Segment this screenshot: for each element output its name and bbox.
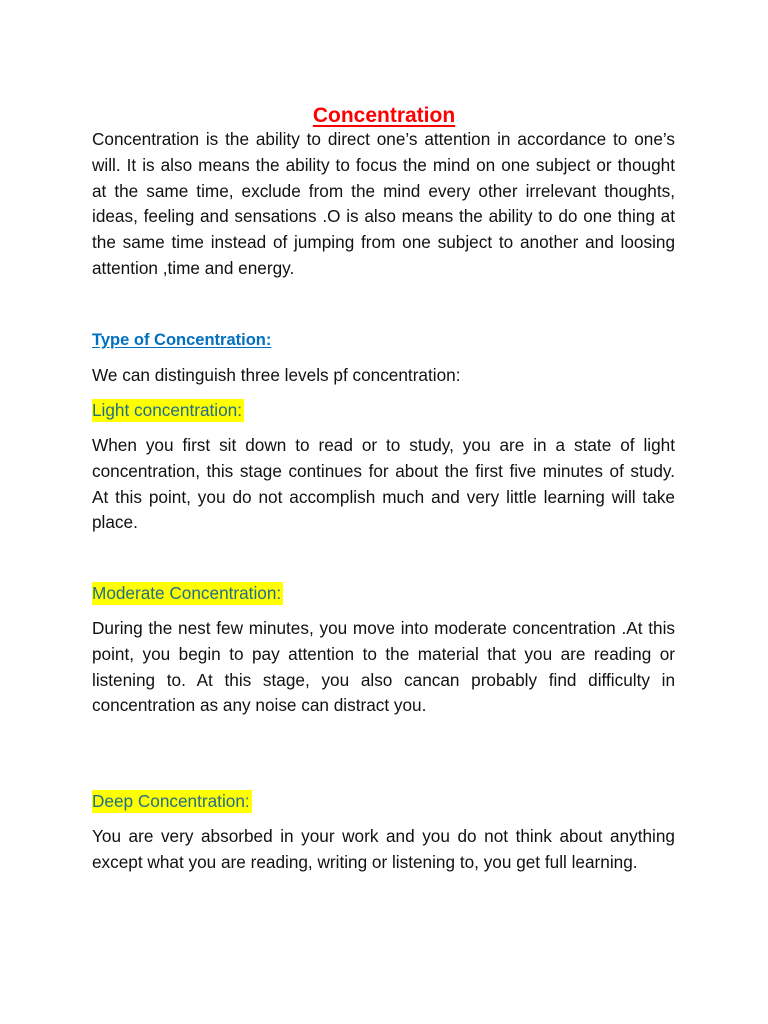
section-body-moderate: During the nest few minutes, you move into moderate concentration .At this point, you begin to pay attention to the material that you are reading or listening to. At this stage, you also cancan probably find difficulty in concentration as any noise can distract you. [92, 618, 675, 716]
highlighted-heading-moderate: Moderate Concentration: [92, 583, 282, 603]
intro-paragraph: Concentration is the ability to direct one’s attention in accordance to one’s will. It is also means the ability to focus the mind on one subject or thought at the same time, exclude from the mind every other irrelevant thoughts, ideas, feeling and sensations .O is also means the ability to do one thing at the same time instead of jumping from one subject to another and loosing attention ,time and energy. [92, 129, 675, 278]
highlighted-heading-light: Light concentration: [92, 400, 243, 420]
section-heading-light [92, 398, 244, 422]
section-body-deep: You are very absorbed in your work and you do not think about anything except what you are reading, writing or listening to, you get full learning. [92, 826, 675, 872]
types-heading: Type of Concentration: [92, 331, 272, 349]
document-title: Concentration [312, 104, 456, 128]
section-body-light: When you first sit down to read or to study, you are in a state of light concentration, this stage continues for about the first five minutes of study. At this point, you do not accomplish much and very little learning will take place. [92, 435, 675, 533]
section-heading-moderate [92, 581, 283, 605]
section-heading-deep [92, 789, 252, 813]
highlighted-heading-deep: Deep Concentration: [92, 791, 250, 811]
types-intro: We can distinguish three levels pf concentration: [92, 365, 461, 385]
